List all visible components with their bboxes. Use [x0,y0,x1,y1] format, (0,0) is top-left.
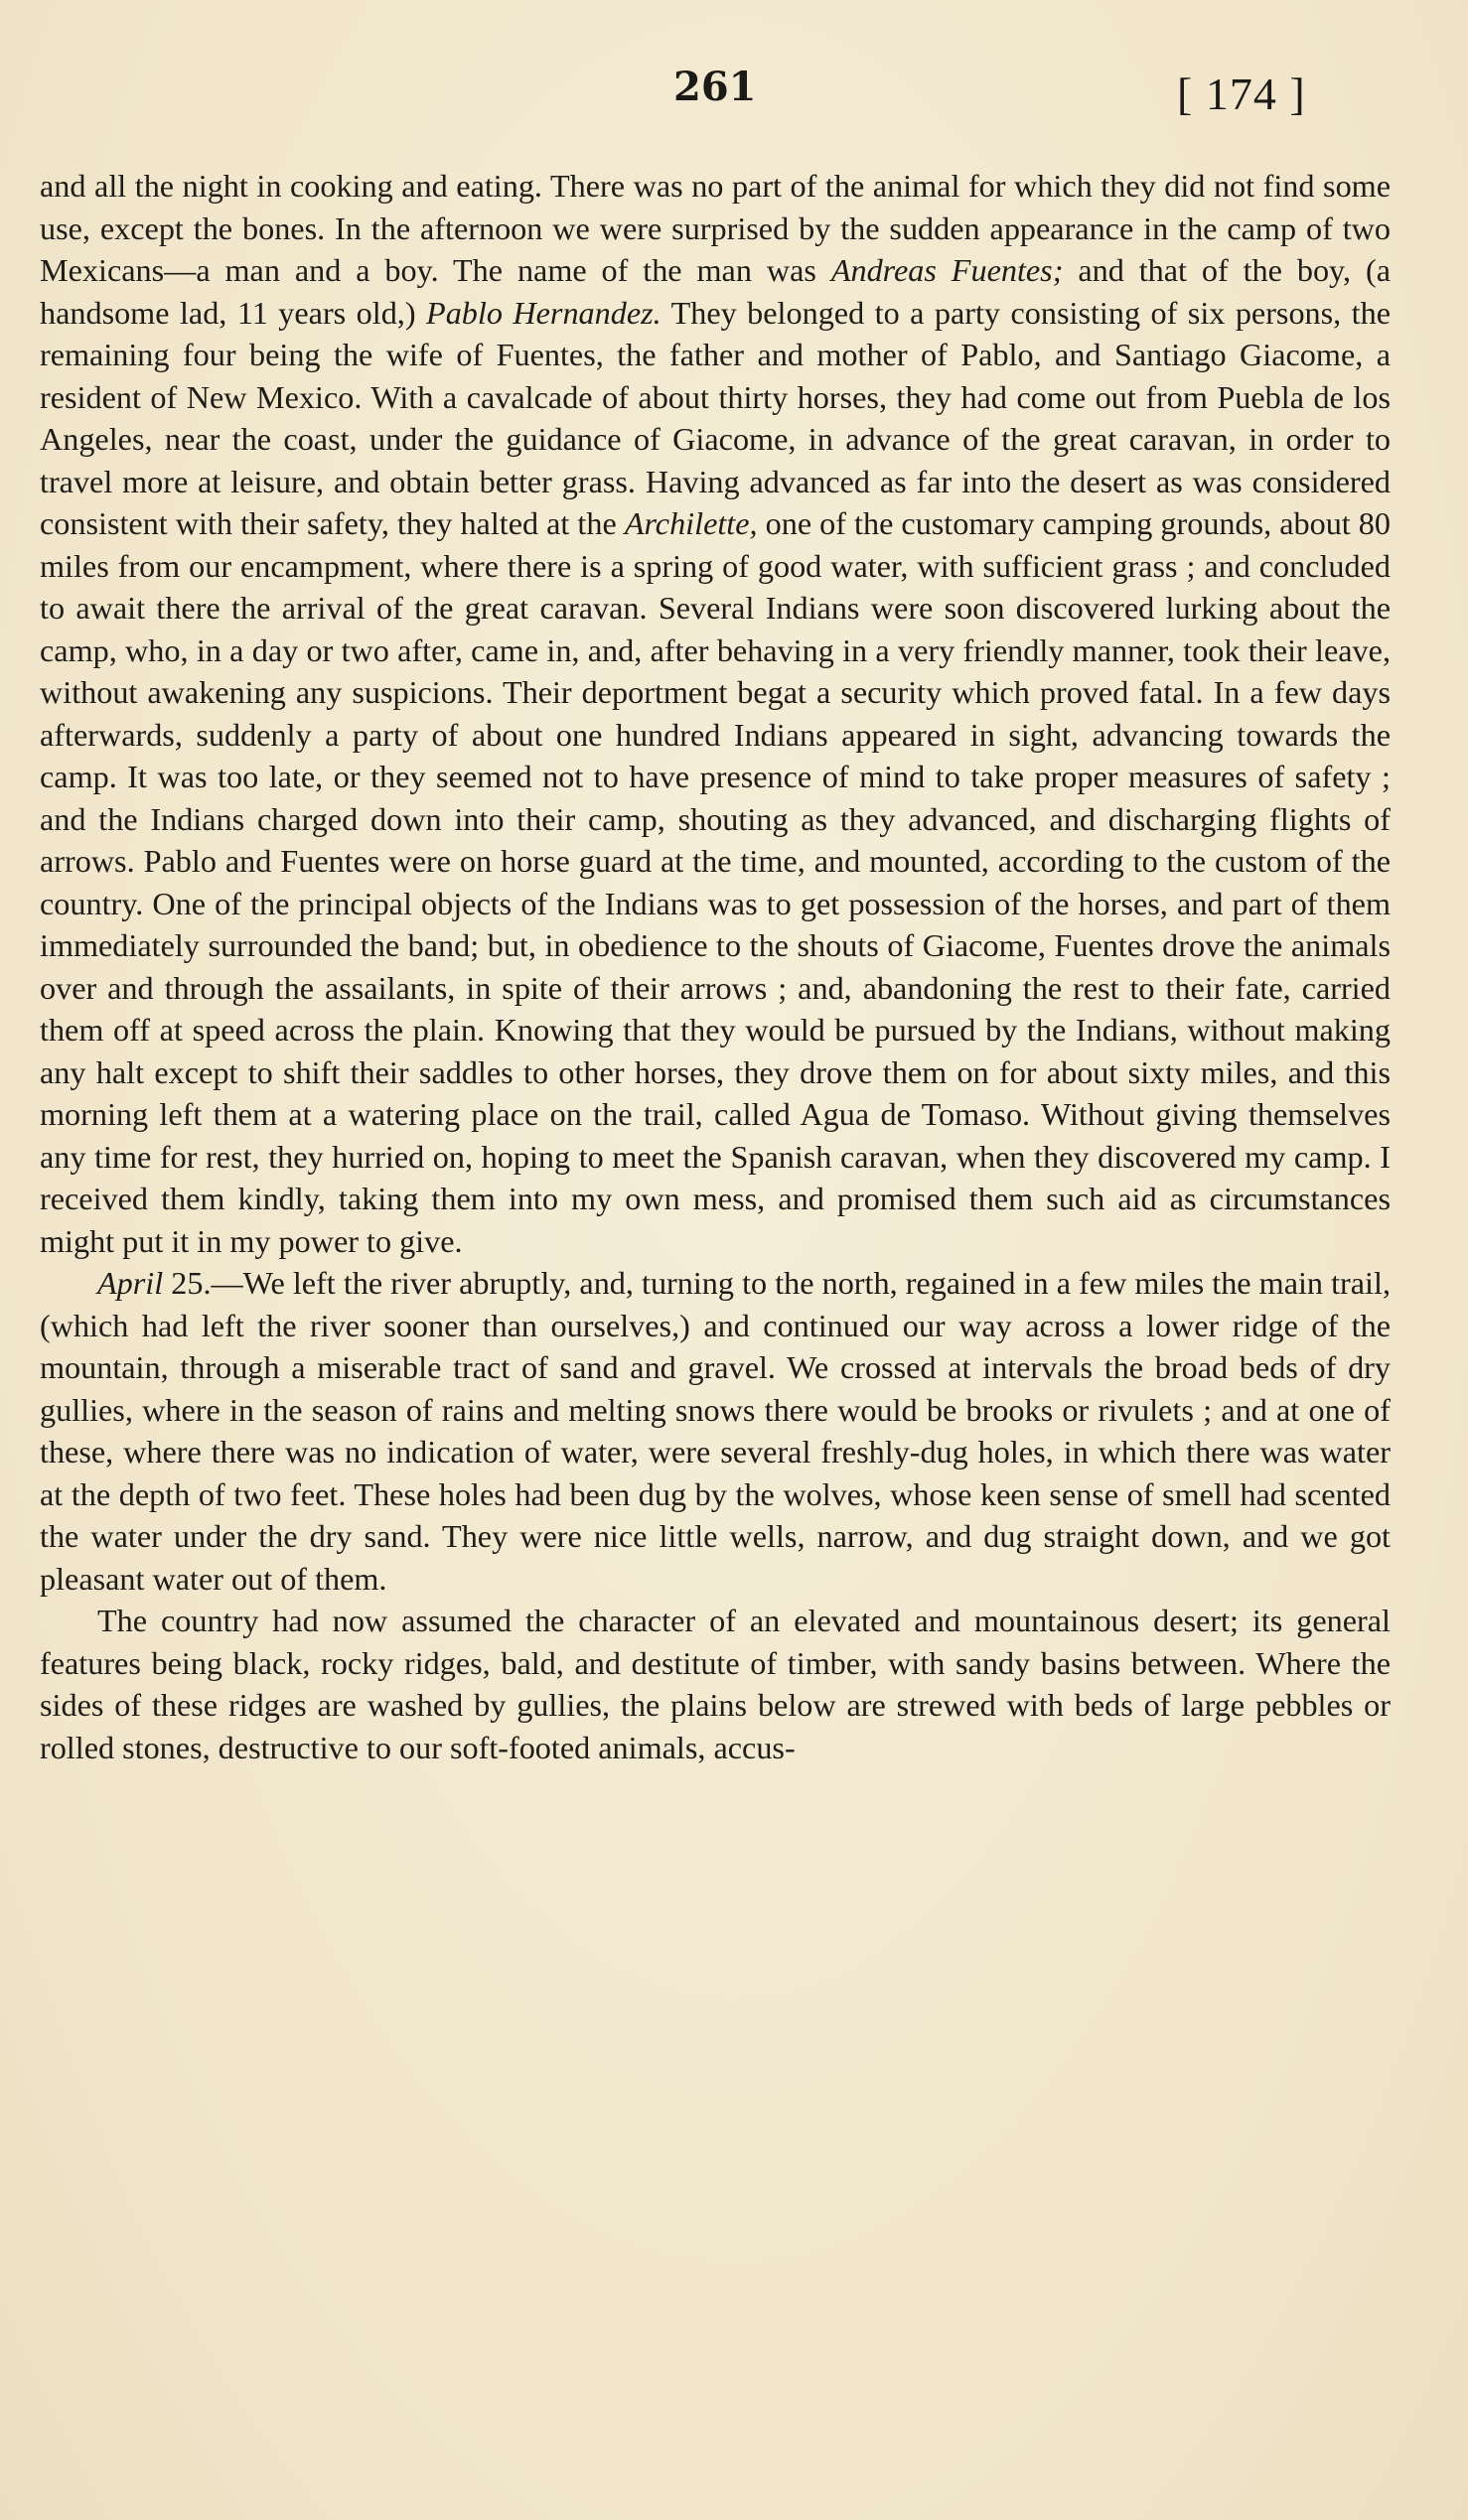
body-text [40,165,1391,1768]
name-andreas-fuentes: Andreas Fuentes; [830,252,1064,288]
paragraph-1-text-3: They belonged to a party consisting of six persons, the remaining four being the wife of Fuentes, the father and mother of Pablo, and Santiago Giacome, a resident of New Mexico. With a cavalcade of about thirty horses, they had come out from Puebla de los Angeles, near the coast, under the guidance of Giacome, in advance of the great caravan, in order to travel more at leisure, and obtain better grass. Having advanced as far into the desert as was considered consistent with their safety, they halted at the [40,294,1391,541]
page-header [0,64,1468,143]
paragraph-3 [40,1600,1391,1768]
paragraph-1-text-1: and all the night in cooking and eating. There was no part of the animal for which they did not find some use, except the bones. In the afternoon we were surprised by the sudden appearance in the camp of two Mexicans—a man and a boy. The name of the man was [40,168,1391,288]
date-april: April [97,1265,164,1301]
name-pablo-hernandez: Pablo Hernandez. [426,294,661,331]
paragraph-3-text: The country had now assumed the character of an elevated and mountainous desert; its general features being black, rocky ridges, bald, and destitute of timber, with sandy basins between. Where the sides of these ridges are washed by gullies, the plains below are strewed with beds of large pebbles or rolled stones, destructive to our soft-footed animals, accus- [40,1603,1391,1765]
paragraph-1 [40,165,1391,1262]
page-number: 261 [673,64,757,110]
paragraph-2-text: 25.—We left the river abruptly, and, turning to the north, regained in a few miles the main trail, (which had left the river sooner than ourselves,) and continued our way across a lower ridge of the mountain, through a miserable tract of sand and gravel. We crossed at intervals the broad beds of dry gullies, where in the season of rains and melting snows there would be brooks or rivulets ; and at one of these, where there was no indication of water, were several freshly-dug holes, in which there was water at the depth of two feet. These holes had been dug by the wolves, whose keen sense of smell had scented the water under the dry sand. They were nice little wells, narrow, and dug straight down, and we got pleasant water out of them. [40,1265,1391,1597]
paragraph-1-text-4: one of the customary camping grounds, about 80 miles from our encampment, where there is a spring of good water, with sufficient grass ; and concluded to await there the arrival of the great caravan. Several Indians were soon discovered lurking about the camp, who, in a day or two after, came in, and, after behaving in a very friendly manner, took their leave, without awakening any suspicions. Their deportment begat a security which proved fatal. In a few days afterwards, suddenly a party of about one hundred Indians appeared in sight, advancing towards the camp. It was too late, or they seemed not to have presence of mind to take proper measures of safety ; and the Indians charged down into their camp, shouting as they advanced, and discharging flights of arrows. Pablo and Fuentes were on horse guard at the time, and mounted, according to the custom of the country. One of the principal objects of the Indians was to get possession of the horses, and part of them immediately surrounded the band; but, in obedience to the shouts of Giacome, Fuentes drove the animals over and through the assailants, in spite of their arrows ; and, abandoning the rest to their fate, carried them off at speed across the plain. Knowing that they would be pursued by the Indians, without making any halt except to shift their saddles to other horses, they drove them on for about sixty miles, and this morning left them at a watering place on the trail, called Agua de Tomaso. Without giving themselves any time for rest, they hurried on, hoping to meet the Spanish caravan, when they discovered my camp. I received them kindly, taking them into my own mess, and promised them such aid as circumstances might put it in my power to give. [40,505,1391,1259]
place-archilette: Archilette, [624,505,758,541]
paragraph-2 [40,1262,1391,1600]
paragraph-1-text-2: and that of the boy, (a handsome lad, 11 years old,) [40,252,1391,331]
document-number: [ 174 ] [1177,69,1306,119]
